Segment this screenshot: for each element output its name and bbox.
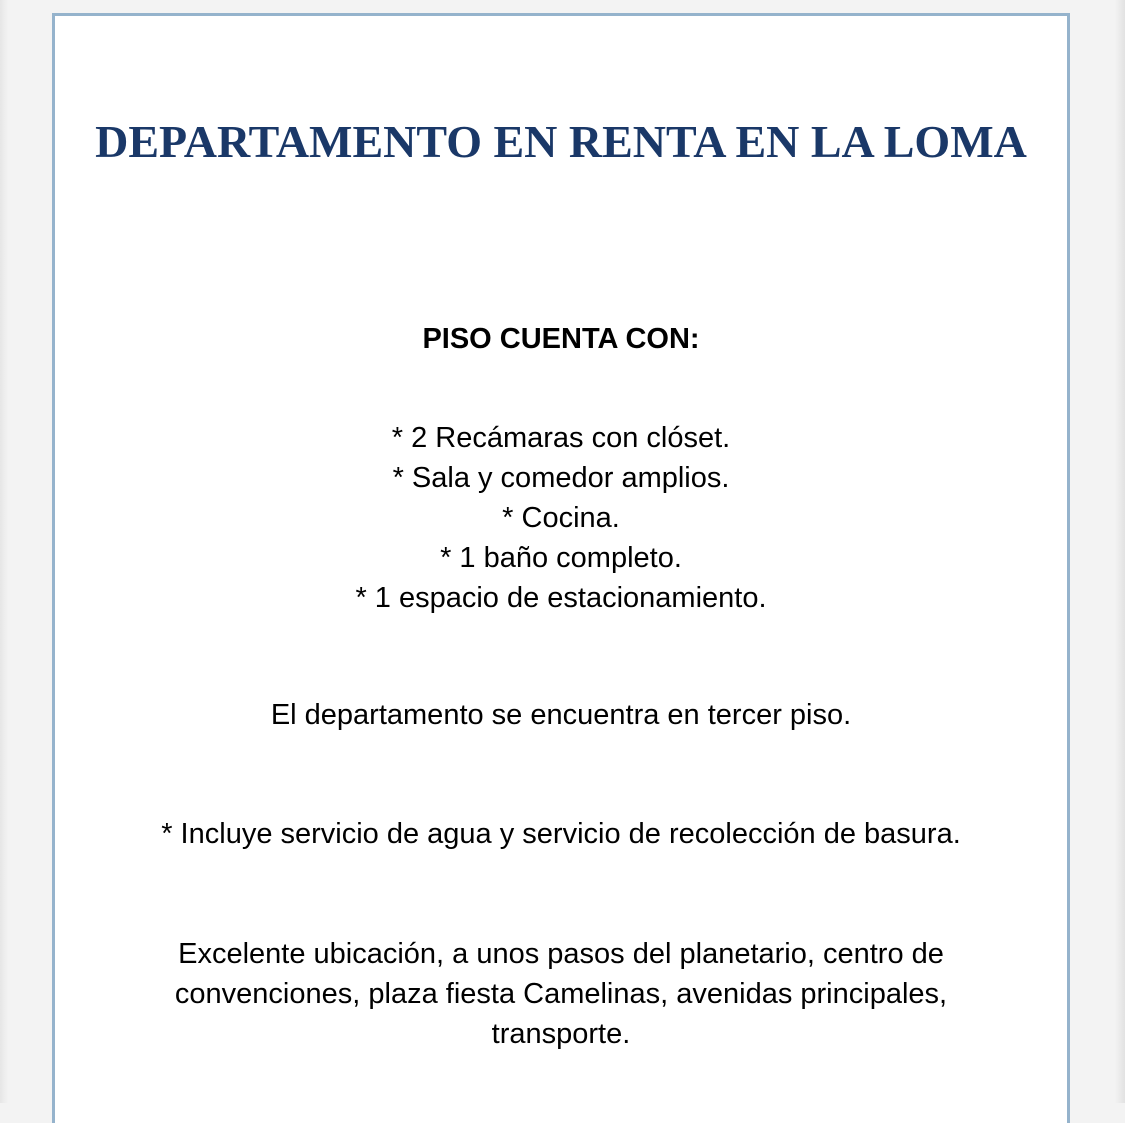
viewer-right-edge	[1115, 0, 1125, 1103]
viewer-left-edge	[0, 0, 8, 1103]
services-note: * Incluye servicio de agua y servicio de recolección de basura.	[161, 818, 961, 850]
feature-item: * 2 Recámaras con clóset.	[391, 422, 731, 454]
document-title: DEPARTAMENTO EN RENTA EN LA LOMA	[95, 116, 1027, 167]
feature-item: * 1 baño completo.	[440, 542, 682, 574]
feature-item: * 1 espacio de estacionamiento.	[355, 582, 767, 614]
document-page	[52, 13, 1070, 1123]
features-list	[55, 418, 1067, 618]
feature-item: * Cocina.	[502, 502, 620, 534]
features-heading: PISO CUENTA CON:	[422, 323, 700, 355]
feature-item: * Sala y comedor amplios.	[392, 462, 730, 494]
floor-note: El departamento se encuentra en tercer piso.	[270, 699, 852, 731]
location-note: Excelente ubicación, a unos pasos del planetario, centro de convenciones, plaza fiesta Camelinas, avenidas principales, transporte.	[174, 938, 948, 1050]
